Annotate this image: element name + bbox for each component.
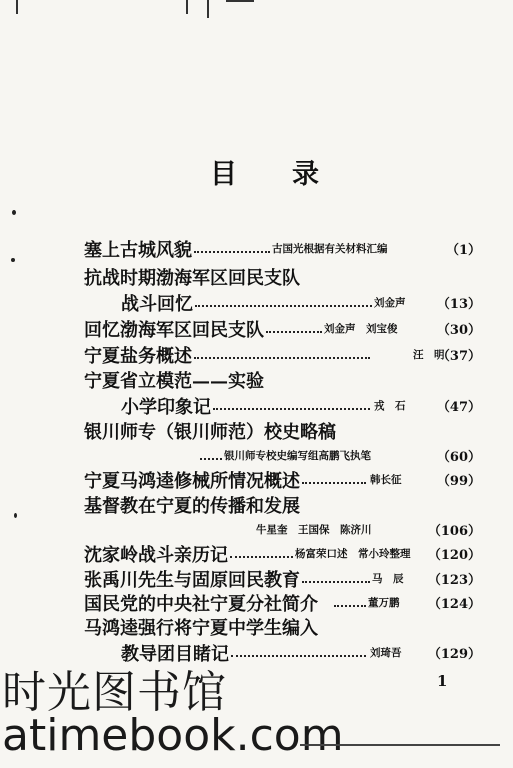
leader-dots: [200, 452, 222, 460]
watermark-url: atimebook.com: [2, 710, 344, 761]
toc-entry-title: 小学印象记: [121, 397, 211, 418]
scan-mark: [226, 0, 254, 2]
toc-entry-author: 刘金声 刘宝俊: [324, 323, 398, 335]
toc-entry-title: 基督教在宁夏的传播和发展: [84, 496, 300, 517]
leader-dots: [194, 245, 270, 253]
toc-entry: [0, 541, 513, 565]
toc-entry: [0, 418, 513, 442]
toc-entry-title: 银川师专（银川师范）校史略稿: [84, 422, 336, 443]
toc-entry-title: 沈家岭战斗亲历记: [84, 545, 228, 566]
toc-entry: [0, 492, 513, 516]
toc-entry-title: 宁夏省立模范——实验: [84, 371, 264, 392]
toc-entry-page: （13）: [436, 297, 481, 312]
toc-entry-page: （120）: [427, 548, 481, 563]
leader-dots: [195, 299, 372, 307]
toc-entry-page: （30）: [436, 323, 481, 338]
toc-entry-author: 马 辰: [372, 573, 404, 585]
toc-entry: [0, 566, 513, 590]
toc-entry: [0, 614, 513, 638]
scan-speck: [12, 210, 16, 215]
toc-entry-author: 银川师专校史编写组高鹏飞执笔: [224, 450, 371, 462]
scan-edge-marks: [0, 0, 513, 40]
toc-entry: [0, 367, 513, 391]
toc-entry-page: （37）: [436, 349, 481, 364]
leader-dots: [194, 351, 370, 359]
toc-entry: [0, 290, 513, 314]
leader-dots: [266, 325, 322, 333]
toc-entry-title: 抗战时期渤海军区回民支队: [84, 268, 300, 289]
toc-entry-title: 宁夏马鸿逵修械所情况概述: [84, 471, 300, 492]
toc-entry-author: 韩长征: [370, 474, 402, 486]
toc-entry: [0, 590, 513, 614]
toc-entry-author: 牛星奎 王国保 陈济川: [256, 524, 372, 536]
page-title: 目 录: [210, 159, 333, 190]
leader-dots: [302, 476, 366, 484]
toc-entry-page: （47）: [436, 400, 481, 415]
toc-entry: [0, 316, 513, 340]
toc-entry-author: 刘琦吾: [370, 647, 402, 659]
leader-dots: [230, 550, 293, 558]
toc-entry: [0, 393, 513, 417]
page-number: 1: [437, 672, 448, 690]
toc-entry-author: 杨富荣口述 常小玲整理: [295, 548, 411, 560]
toc-entry-title: 张禹川先生与固原回民教育: [84, 570, 300, 591]
leader-dots: [231, 649, 366, 657]
toc-entry-author: 董万鹏: [368, 597, 400, 609]
toc-entry-page: （106）: [427, 524, 481, 539]
toc-entry: [0, 342, 513, 366]
toc-entry-page: （60）: [436, 450, 481, 465]
scan-speck: [11, 258, 15, 262]
toc-entry-title: 教导团目睹记: [121, 644, 229, 665]
toc-entry-title: 战斗回忆: [121, 294, 193, 315]
toc-entry-author: 戎 石: [374, 400, 406, 412]
scan-mark: [207, 0, 209, 18]
toc-entry: [0, 443, 513, 467]
toc-entry-title: 马鸿逵强行将宁夏中学生编入: [84, 618, 318, 639]
toc-entry-page: （99）: [436, 474, 481, 489]
toc-entry: [0, 236, 513, 260]
toc-entry-page: （1）: [445, 243, 481, 258]
scan-mark: [16, 0, 18, 14]
toc-entry-author: 刘金声: [374, 297, 406, 309]
toc-entry: [0, 517, 513, 541]
leader-dots: [334, 599, 366, 607]
toc-entry-title: 国民党的中央社宁夏分社简介: [84, 594, 318, 615]
bottom-rule: [300, 744, 500, 746]
toc-entry-author: 古国光根据有关材料汇编: [272, 243, 388, 255]
toc-entry-author: 汪 明: [413, 349, 445, 361]
toc-entry-page: （129）: [427, 647, 481, 662]
toc-entry: [0, 264, 513, 288]
toc-entry-title: 塞上古城风貌: [84, 240, 192, 261]
scan-mark: [186, 0, 188, 14]
leader-dots: [302, 575, 370, 583]
toc-entry-title: 宁夏盐务概述: [84, 346, 192, 367]
toc-entry: [0, 467, 513, 491]
toc-entry-page: （124）: [427, 597, 481, 612]
leader-dots: [213, 402, 370, 410]
watermark-text: 时光图书馆: [2, 667, 227, 718]
toc-entry-title: 回忆渤海军区回民支队: [84, 320, 264, 341]
scan-speck: [14, 513, 17, 518]
toc-entry-page: （123）: [427, 573, 481, 588]
